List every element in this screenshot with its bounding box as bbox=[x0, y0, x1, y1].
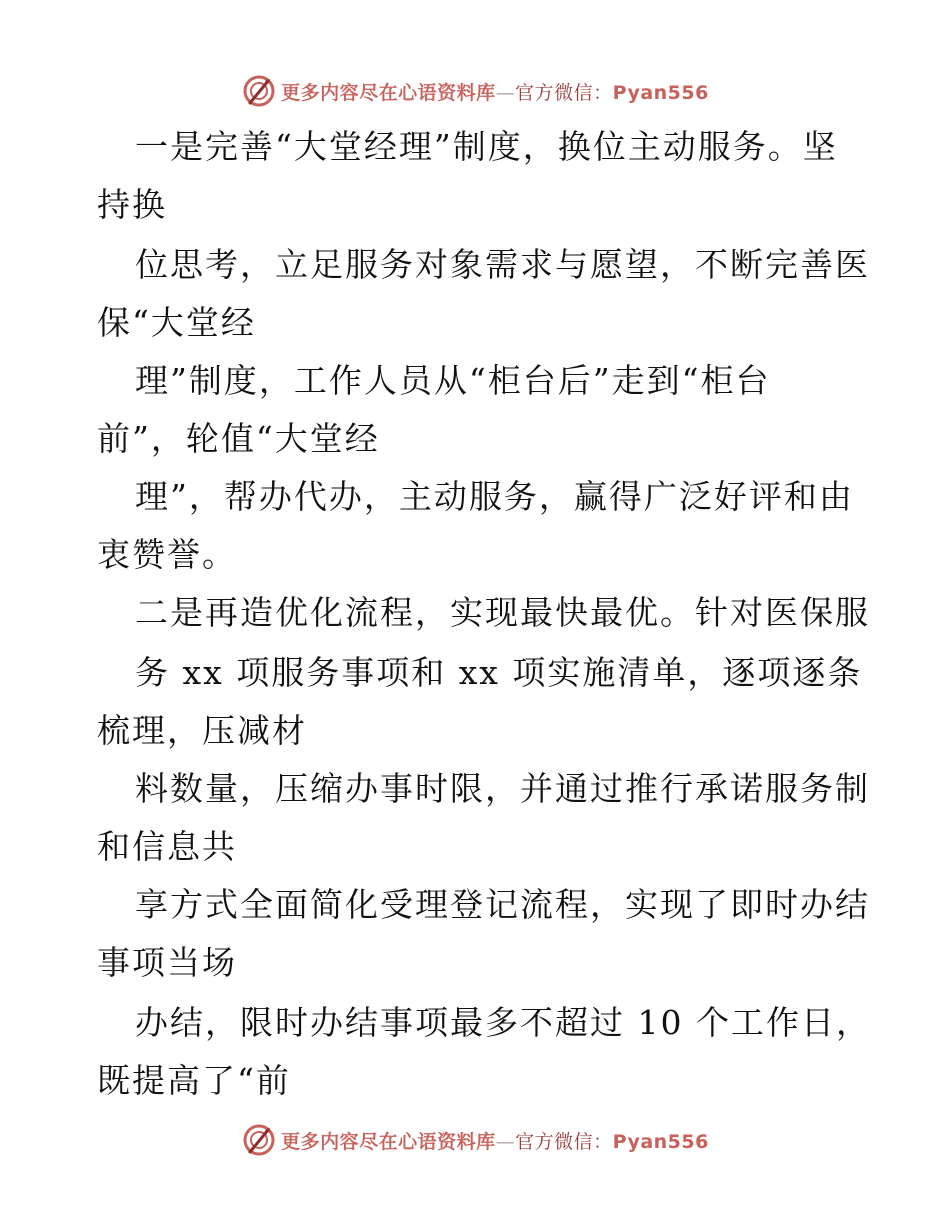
header-banner bbox=[0, 71, 950, 111]
text-line: 二是再造优化流程，实现最快最优。针对医保服 bbox=[135, 593, 870, 632]
banner-wechat-id: Pyan556 bbox=[612, 1130, 709, 1153]
banner-wechat-id: Pyan556 bbox=[612, 81, 709, 104]
text-line: 保“大堂经 bbox=[97, 303, 256, 342]
banner-separator: — bbox=[495, 1130, 516, 1153]
text-line: 一是完善“大堂经理”制度，换位主动服务。坚 bbox=[135, 127, 838, 166]
banner-brand-text: 更多内容尽在心语资料库 bbox=[281, 1130, 496, 1153]
text-line: 理”，帮办代办，主动服务，赢得广泛好评和由 bbox=[135, 477, 854, 516]
text-line: 既提高了“前 bbox=[97, 1061, 291, 1100]
brand-logo-icon bbox=[241, 73, 277, 109]
text-line: 理”制度，工作人员从“柜台后”走到“柜台 bbox=[135, 361, 771, 400]
text-line: 料数量，压缩办事时限，并通过推行承诺服务制 bbox=[135, 769, 870, 808]
text-line: 位思考，立足服务对象需求与愿望，不断完善医 bbox=[135, 245, 870, 284]
banner-separator: — bbox=[495, 81, 516, 104]
banner-text bbox=[281, 1127, 709, 1154]
text-line: 享方式全面简化受理登记流程，实现了即时办结 bbox=[135, 885, 870, 924]
text-line: 事项当场 bbox=[97, 943, 237, 982]
text-line: 和信息共 bbox=[97, 827, 237, 866]
text-line: 持换 bbox=[97, 185, 167, 224]
banner-official-label: 官方微信： bbox=[515, 81, 613, 104]
banner-brand-text: 更多内容尽在心语资料库 bbox=[281, 81, 496, 104]
banner-official-label: 官方微信： bbox=[515, 1130, 613, 1153]
text-line: 务 xx 项服务事项和 xx 项实施清单，逐项逐条 bbox=[135, 653, 863, 692]
text-line: 前”，轮值“大堂经 bbox=[97, 419, 380, 458]
text-line: 办结，限时办结事项最多不超过 10 个工作日， bbox=[135, 1003, 871, 1042]
brand-logo-icon bbox=[241, 1122, 277, 1158]
text-line: 梳理，压减材 bbox=[97, 711, 307, 750]
banner-text bbox=[281, 78, 709, 105]
text-line: 衷赞誉。 bbox=[97, 535, 237, 574]
footer-banner bbox=[0, 1120, 950, 1160]
